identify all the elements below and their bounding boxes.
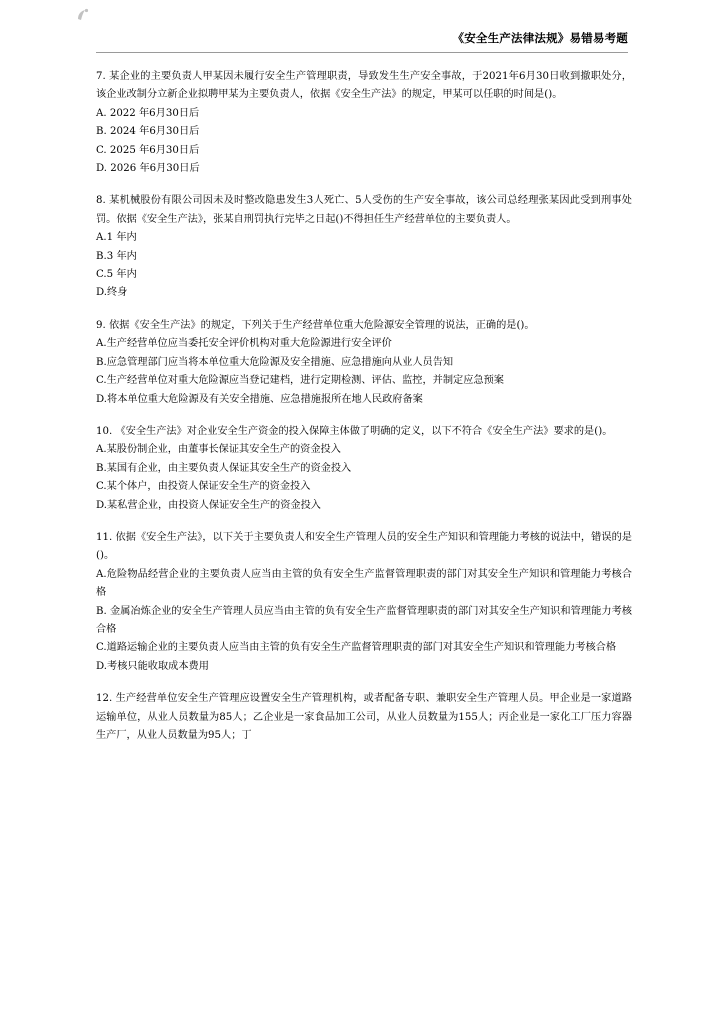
question-stem: 9. 依据《安全生产法》的规定，下列关于生产经营单位重大危险源安全管理的说法，正确的是()。 (96, 319, 535, 331)
header-divider (96, 52, 628, 53)
question-option: B.应急管理部门应当将本单位重大危险源及安全措施、应急措施向从业人员告知 (96, 356, 454, 368)
question-option: A.危险物品经营企业的主要负责人应当由主管的负有安全生产监督管理职责的部门对其安全生产知识和管理能力考核合格 (96, 568, 632, 599)
question-option: B. 金属冶炼企业的安全生产管理人员应当由主管的负有安全生产监督管理职责的部门对其安全生产知识和管理能力考核合格 (96, 605, 632, 635)
question-block (96, 529, 632, 676)
question-option: A.生产经营单位应当委托安全评价机构对重大危险源进行安全评价 (96, 338, 392, 350)
question-option: B.某国有企业，由主要负责人保证其安全生产的资金投入 (96, 462, 352, 474)
question-stem: 11. 依据《安全生产法》，以下关于主要负责人和安全生产管理人员的安全生产知识和管理能力考核的说法中，错误的是()。 (96, 531, 632, 562)
question-option: D.将本单位重大危险源及有关安全措施、应急措施报所在地人民政府备案 (96, 393, 423, 405)
question-stem: 12. 生产经营单位安全生产管理应设置安全生产管理机构，或者配备专职、兼职安全生产管理人员。甲企业是一家道路运输单位，从业人员数量为85人；乙企业是一家食品加工公司，从业人员数量为155人；丙企业是一家化工厂压力容器生产厂，从业人员数量为95人；丁 (96, 693, 632, 741)
document-body (96, 68, 632, 759)
question-option: A.某股份制企业，由董事长保证其安全生产的资金投入 (96, 444, 341, 456)
question-option: C.生产经营单位对重大危险源应当登记建档，进行定期检测、评估、监控，并制定应急预案 (96, 375, 504, 387)
question-option: C.某个体户，由投资人保证安全生产的资金投入 (96, 481, 311, 493)
question-block (96, 317, 632, 409)
question-stem: 10. 《安全生产法》对企业安全生产资金的投入保障主体做了明确的定义，以下不符合《安全生产法》要求的是()。 (96, 425, 613, 437)
question-option: D.某私营企业，由投资人保证安全生产的资金投入 (96, 499, 321, 511)
question-stem: 7. 某企业的主要负责人甲某因未履行安全生产管理职责，导致发生生产安全事故，于2021年6月30日收到撤职处分，该企业改制分立新企业拟聘甲某为主要负责人，依据《安全生产法》的规定，甲某可以任职的时间是()。 (96, 71, 632, 101)
question-block (96, 690, 632, 745)
question-option: D. 2026 年6月30日后 (96, 163, 200, 175)
question-option: C.道路运输企业的主要负责人应当由主管的负有安全生产监督管理职责的部门对其安全生产知识和管理能力考核合格 (96, 642, 617, 654)
question-block (96, 423, 632, 515)
question-option: C.5 年内 (96, 269, 137, 281)
question-option: C. 2025 年6月30日后 (96, 144, 200, 156)
question-option: B. 2024 年6月30日后 (96, 126, 200, 138)
question-option: A. 2022 年6月30日后 (96, 107, 200, 119)
page-header-title: 《安全生产法律法规》易错易考题 (452, 31, 628, 45)
question-option: A.1 年内 (96, 232, 137, 244)
question-block (96, 68, 632, 178)
question-option: B.3 年内 (96, 250, 137, 262)
question-option: D.考核只能收取成本费用 (96, 660, 209, 672)
question-stem: 8. 某机械股份有限公司因未及时整改隐患发生3人死亡、5人受伤的生产安全事故，该公司总经理张某因此受到刑事处罚。依据《安全生产法》，张某自刑罚执行完毕之日起()不得担任生产经营单位的主要负责人。 (96, 195, 632, 225)
logo-mark-icon (74, 6, 92, 24)
question-option: D.终身 (96, 287, 128, 299)
question-block (96, 192, 632, 302)
